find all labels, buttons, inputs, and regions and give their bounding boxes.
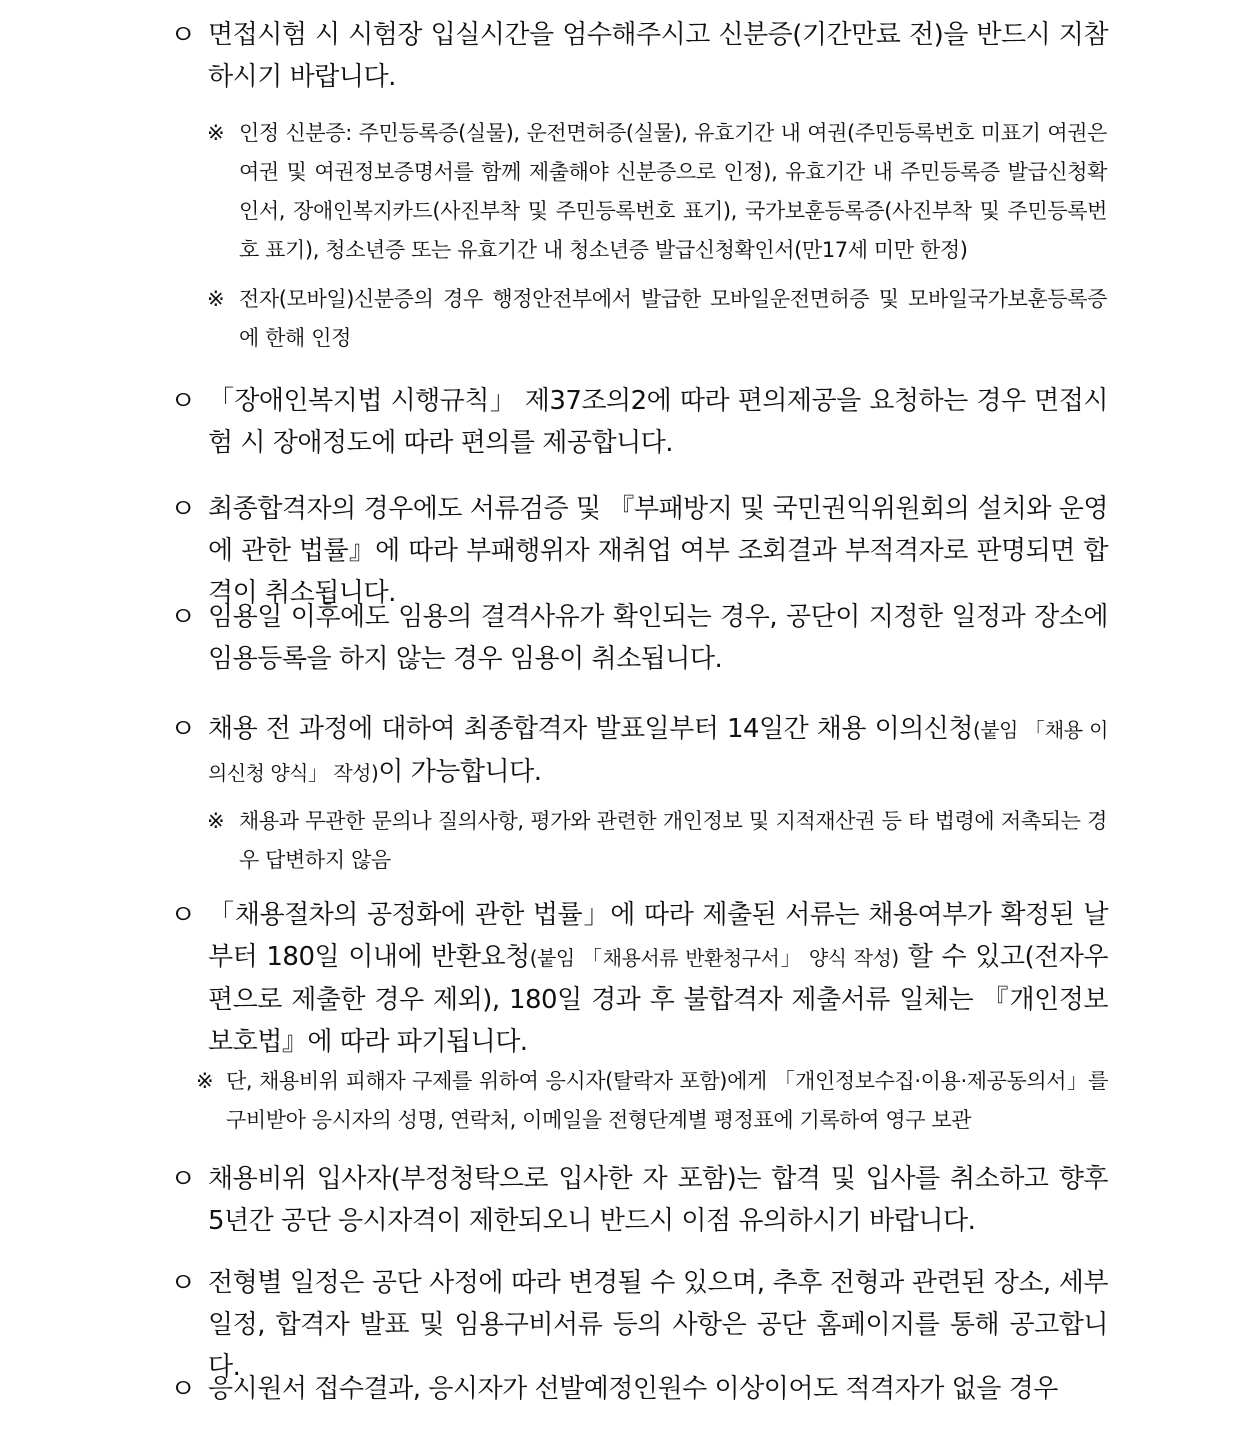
notice-item-no-qualified	[170, 1368, 1108, 1410]
notice-item-objection	[170, 708, 1108, 794]
notice-text	[208, 894, 1108, 1063]
reference-mark-icon: ※	[207, 287, 225, 311]
note-text: 단, 채용비위 피해자 구제를 위하여 응시자(탈락자 포함)에게 「개인정보수집·이용·제공동의서」를 구비받아 응시자의 성명, 연락처, 이메일을 전형단계별 평정표에 기록하여 영구 보관	[226, 1069, 1108, 1132]
reference-mark-icon: ※	[196, 1069, 214, 1093]
notice-text: 채용비위 입사자(부정청탁으로 입사한 자 포함)는 합격 및 입사를 취소하고 향후 5년간 공단 응시자격이 제한되오니 반드시 이점 유의하시기 바랍니다.	[208, 1164, 1108, 1236]
note-text: 채용과 무관한 문의나 질의사항, 평가와 관련한 개인정보 및 지적재산권 등 타 법령에 저촉되는 경우 답변하지 않음	[239, 809, 1107, 872]
note-accepted-id	[207, 114, 1107, 270]
note-mobile-id	[207, 280, 1107, 358]
notice-item-document-return	[170, 894, 1108, 1063]
notice-text: 임용일 이후에도 임용의 결격사유가 확인되는 경우, 공단이 지정한 일정과 장소에 임용등록을 하지 않는 경우 임용이 취소됩니다.	[208, 602, 1108, 674]
bullet-icon: ㅇ	[170, 714, 197, 745]
reference-mark-icon: ※	[207, 121, 225, 145]
note-text: 전자(모바일)신분증의 경우 행정안전부에서 발급한 모바일운전면허증 및 모바일국가보훈등록증에 한해 인정	[239, 287, 1107, 350]
reference-mark-icon: ※	[207, 809, 225, 833]
bullet-icon: ㅇ	[170, 386, 197, 417]
notice-item-hiring-misconduct	[170, 1158, 1108, 1242]
bullet-icon: ㅇ	[170, 1268, 197, 1299]
notice-item-id-check	[170, 14, 1108, 98]
notice-item-disability	[170, 380, 1108, 464]
notice-text-main: 채용 전 과정에 대하여 최종합격자 발표일부터 14일간 채용 이의신청	[208, 714, 974, 744]
notice-text: 면접시험 시 시험장 입실시간을 엄수해주시고 신분증(기간만료 전)을 반드시 지참하시기 바랍니다.	[208, 20, 1108, 92]
bullet-icon: ㅇ	[170, 1374, 197, 1405]
bullet-icon: ㅇ	[170, 900, 197, 931]
notice-text-end: 이 가능합니다.	[378, 757, 542, 787]
notice-text: 응시원서 접수결과, 응시자가 선발예정인원수 이상이어도 적격자가 없을 경우	[208, 1374, 1058, 1404]
notice-text: 최종합격자의 경우에도 서류검증 및 『부패방지 및 국민권익위원회의 설치와 운영에 관한 법률』에 따라 부패행위자 재취업 여부 조회결과 부적격자로 판명되면 합격이 취소됩니다.	[208, 494, 1108, 608]
note-no-reply	[207, 802, 1107, 880]
notice-text-part-b: 할 수 있고(전자우편으로 제출한 경우 제외), 180일 경과 후 불합격자 제출서류 일체는 『개인정보보호법』에 따라 파기됩니다.	[208, 942, 1109, 1057]
notice-text	[208, 708, 1108, 794]
notice-text: 「장애인복지법 시행규칙」 제37조의2에 따라 편의제공을 요청하는 경우 면접시험 시 장애정도에 따라 편의를 제공합니다.	[208, 386, 1108, 458]
bullet-icon: ㅇ	[170, 1164, 197, 1195]
note-victim-relief	[196, 1062, 1108, 1140]
bullet-icon: ㅇ	[170, 494, 197, 525]
notice-text: 전형별 일정은 공단 사정에 따라 변경될 수 있으며, 추후 전형과 관련된 장소, 세부 일정, 합격자 발표 및 임용구비서류 등의 사항은 공단 홈페이지를 통해 공고합니다.	[208, 1268, 1108, 1382]
notice-item-appointment	[170, 596, 1108, 680]
bullet-icon: ㅇ	[170, 602, 197, 633]
notice-text-attachment: (붙임 「채용 이의신청 양식」 작성)	[208, 718, 1108, 785]
notice-text-part-a: 「채용절차의 공정화에 관한 법률」에 따라 제출된 서류는 채용여부가 확정된 날부터 180일 이내에 반환요청	[208, 900, 1108, 972]
bullet-icon: ㅇ	[170, 20, 197, 51]
notice-text-attachment: (붙임 「채용서류 반환청구서」 양식 작성)	[529, 946, 899, 970]
note-text: 인정 신분증: 주민등록증(실물), 운전면허증(실물), 유효기간 내 여권(주민등록번호 미표기 여권은 여권 및 여권정보증명서를 함께 제출해야 신분증으로 인정), 유효기간 내 주민등록증 발급신청확인서, 장애인복지카드(사진부착 및 주민등록번호 표기), 국가보훈등록증(사진부착 및 주민등록번호 표기), 청소년증 또는 유효기간 내 청소년증 발급신청확인서(만17세 미만 한정)	[239, 121, 1107, 262]
